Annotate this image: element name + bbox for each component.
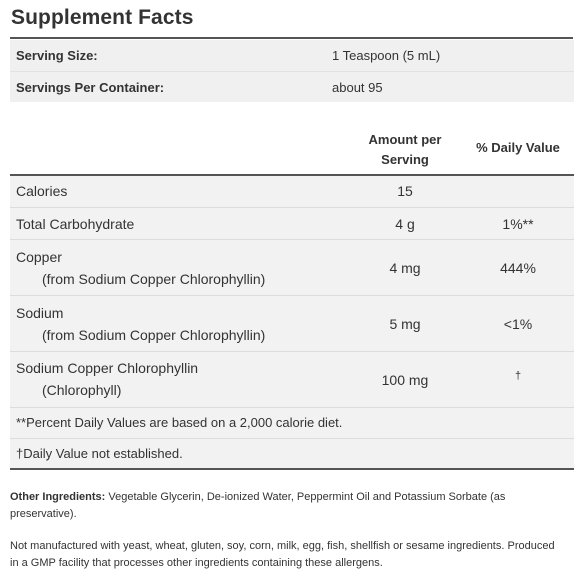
title-rule <box>10 37 573 39</box>
allergen-statement: Not manufactured with yeast, wheat, gluten, soy, corn, milk, egg, fish, shellfish or sesame ingredients. Produced in a GMP facility that processes other ingredients containing these allergens. <box>10 540 555 569</box>
servings-per-container-label: Servings Per Container: <box>16 80 165 95</box>
serving-size-label: Serving Size: <box>16 48 98 63</box>
footnote-dv-not-established-row <box>10 439 574 468</box>
nutrient-source: (Chlorophyll) <box>42 382 122 398</box>
table-row <box>10 176 574 208</box>
table-row <box>10 352 574 408</box>
nutrient-name: Total Carbohydrate <box>16 216 135 232</box>
daily-value-column-header: % Daily Value <box>476 140 560 155</box>
amount-column-header <box>355 130 455 170</box>
nutrient-name-block <box>16 302 265 346</box>
amount-header-line2: Serving <box>381 152 429 167</box>
nutrient-amount: 5 mg <box>389 316 421 332</box>
page-title: Supplement Facts <box>11 6 194 29</box>
serving-size-value: 1 Teaspoon (5 mL) <box>332 48 441 63</box>
nutrient-name: Copper <box>16 249 62 265</box>
footnote-percent-dv: **Percent Daily Values are based on a 2,000 calorie diet. <box>16 415 343 430</box>
footnote-dv-not-established: †Daily Value not established. <box>16 446 183 461</box>
nutrient-amount: 15 <box>397 183 413 199</box>
footer-rule <box>10 468 574 470</box>
nutrient-source: (from Sodium Copper Chlorophyllin) <box>42 271 266 287</box>
nutrient-daily-value: 444% <box>500 260 536 276</box>
nutrient-name: Sodium <box>16 305 64 321</box>
nutrient-name: Calories <box>16 183 68 199</box>
other-ingredients-label: Other Ingredients: <box>10 491 106 503</box>
other-ingredients-text: Vegetable Glycerin, De-ionized Water, Peppermint Oil and Potassium Sorbate (as preservative). <box>10 491 506 520</box>
nutrient-source: (from Sodium Copper Chlorophyllin) <box>42 327 266 343</box>
amount-header-line1: Amount per <box>368 132 442 147</box>
other-ingredients <box>10 489 566 523</box>
nutrient-daily-value: <1% <box>503 316 533 332</box>
nutrient-name-block <box>16 246 265 290</box>
nutrient-amount: 4 g <box>395 216 415 232</box>
table-row <box>10 208 574 240</box>
nutrient-daily-value: † <box>514 370 522 382</box>
footnote-percent-dv-row <box>10 408 574 439</box>
table-row <box>10 240 574 296</box>
table-row <box>10 296 574 352</box>
nutrient-name: Sodium Copper Chlorophyllin <box>16 360 199 376</box>
nutrient-daily-value: 1%** <box>502 216 534 232</box>
nutrient-amount: 100 mg <box>381 372 429 388</box>
servings-per-container-row <box>10 72 574 102</box>
nutrient-name-block <box>16 357 198 401</box>
serving-size-row <box>10 40 574 72</box>
nutrient-amount: 4 mg <box>389 260 421 276</box>
servings-per-container-value: about 95 <box>332 80 383 95</box>
